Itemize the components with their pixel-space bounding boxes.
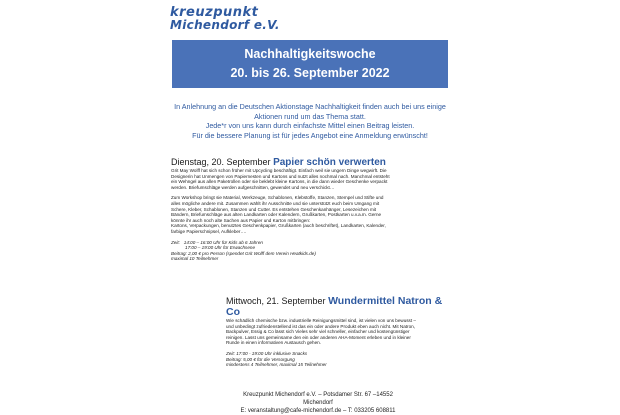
footer-address: Kreuzpunkt Michendorf e.V. – Potsdamer Str. 67 –14552 Michendorf xyxy=(243,392,393,406)
text-line: farbige Papierschnipsel, Aufkleber…. xyxy=(171,228,247,234)
text-line: reinigen. Lasst uns gemeinsame den ein oder anderen AHA-Moment erleben und in kleiner xyxy=(226,334,411,340)
intro-line: Für die bessere Planung ist für jedes Angebot eine Anmeldung erwünscht! xyxy=(192,130,428,140)
text-line: Schere, Kleber, Schablonen, Stanzen und Cutter. Es entstehen Geschenkanhänger, Lesezeichen mit xyxy=(171,206,377,212)
intro-line: Aktionen rund um das Thema statt. xyxy=(254,111,366,121)
event-paper-section xyxy=(171,157,453,262)
text-line: alles mögliche andere mit. Zusammen wählt ihr Ausschnitte und sie unterstützt euch beim Umgang mit xyxy=(171,200,380,206)
text-line: Designerin hat Unmengen von Papiernesten und Kartons und nutzt alles nochmal nach. Manchmal entsteht xyxy=(171,173,390,179)
event-natron-section xyxy=(226,296,456,368)
detail-line: Beitrag: 2,00 € pro Person (spendet Grit Wolff dem Verein Heatkids.de) xyxy=(171,250,316,256)
banner-dates: 20. bis 26. September 2022 xyxy=(230,66,390,80)
text-line: Bändern, Briefumschläge aus alten Landkarten oder Kalendern, Grußkarten, Postkarten u.v.a.m. Gerne xyxy=(171,212,382,218)
logo-line2: Michendorf e.V. xyxy=(170,18,280,32)
text-line: und unbedingt zufriedenstellend ist das ein oder andere Produkt eben auch nicht. Mit Natron, xyxy=(226,323,415,329)
logo xyxy=(170,6,280,31)
banner-title: Nachhaltigkeitswoche xyxy=(244,47,376,61)
text-line: ein Wehngel aus allen Paketrollen oder sie beklebt kleine Kartons, in die dann wieder Geschenke verpackt xyxy=(171,179,388,185)
event-title: Papier schön verwerten xyxy=(273,157,386,168)
text-line: Backpulver, Essig & Co lässt sich Vieles sehr viel schneller, einfacher und kostengünstiger xyxy=(226,329,410,335)
event-date: Mittwoch, 21. September xyxy=(226,296,326,306)
event-heading xyxy=(226,296,456,318)
footer-email-phone: E: veranstaltung@cafe-michendorf.de – T: 033205 608811 xyxy=(240,408,396,414)
text-line: könnte ihr auch noch alte Sachen aus Papier und Karton mitbringen: xyxy=(171,217,311,223)
title-banner xyxy=(172,40,448,88)
intro-text xyxy=(160,102,460,140)
detail-line: Zeit: 17:00 - 19:00 Uhr inklusive Snacks xyxy=(226,350,308,356)
event-description xyxy=(171,168,453,262)
text-line: werden. Briefumschläge werden aufgeschnitten, gewendet und neu verschickt… xyxy=(171,184,335,190)
intro-line: In Anlehnung an die Deutschen Aktionstage Nachhaltigkeit finden auch bei uns einige xyxy=(174,102,446,111)
detail-line: Zeit: 14:00 – 16:00 Uhr für Kids ab 6 Jahren xyxy=(171,239,263,245)
text-line: Wie schädlich chemische bzw. industrielle Reinigungsmittel sind, ist vielen von uns bewusst – xyxy=(226,318,416,323)
detail-line: maximal 10 Teilnehmer xyxy=(171,256,219,262)
footer-contact xyxy=(228,391,408,415)
intro-line: Jede*r von uns kann durch einfachste Mittel einen Beitrag leisten. xyxy=(205,121,415,130)
event-date: Dienstag, 20. September xyxy=(171,157,271,167)
event-heading xyxy=(171,157,453,168)
text-line: Runde in einen informativen Austausch gehen. xyxy=(226,340,322,346)
text-line: Zum Workshop bringt sie Material, Werkzeuge, Schablonen, Klebstoffe, Stanzen, Stempel und Stifte und xyxy=(171,195,384,201)
text-line: Grit May Wolff hat sich schon früher mit Upcycling beschäftigt. Einfach weil sie ungern Dinge wegwirft. Die xyxy=(171,168,387,173)
text-line: Kartons, Verpackungen, benutztes Geschenkpapier, Grußkarten (auch beschriftet), Landkarten, Kalender, xyxy=(171,223,386,229)
event-title: Wundermittel Natron & Co xyxy=(226,295,443,318)
logo-line1: kreuzpunkt xyxy=(170,5,259,20)
detail-line: 17:00 – 19:00 Uhr für Erwachsene xyxy=(171,245,256,251)
event-description xyxy=(226,318,456,368)
detail-line: mindestens 4 Teilnehmer, maximal 15 Teilnehmer xyxy=(226,362,327,368)
detail-line: Beitrag: 5,00 € für die Versorgung xyxy=(226,356,295,362)
